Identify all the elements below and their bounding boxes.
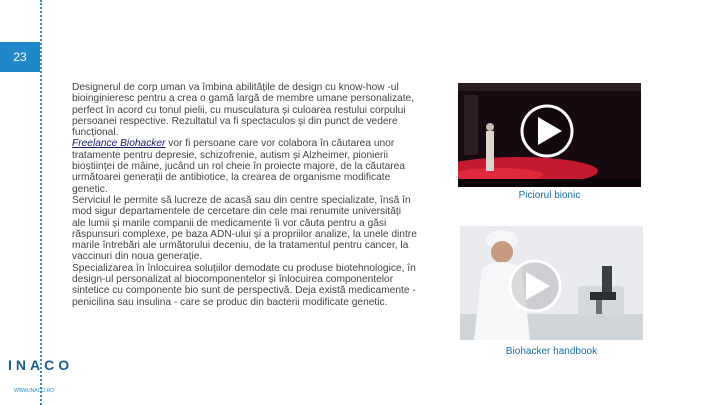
play-icon	[510, 261, 560, 311]
video-biohacker-handbook-caption[interactable]: Biohacker handbook	[505, 346, 598, 357]
main-text	[72, 82, 417, 308]
video-biohacker-handbook-thumbnail	[460, 226, 643, 340]
video-biohacker-handbook[interactable]	[460, 226, 643, 340]
website-link[interactable]: WWW.INACO.RO	[14, 388, 54, 394]
video-bionic-leg-thumbnail	[458, 83, 641, 187]
dotted-border-line	[40, 0, 42, 405]
video-bionic-leg[interactable]	[458, 83, 641, 187]
paragraph-freelance-biohacker-text: vor fi persoane care vor colabora în căutarea unor tratamente pentru depresie, schizofrenie, autism și Alzheimer, pionierii bioștiinței de mâine, jucând un rol cheie în proiecte majore, de la căutarea următoarei generații de antibiotice, la crearea de organisme modificate genetic.	[72, 138, 405, 195]
paragraph-specialization: Specializarea în înlocuirea soluțiilor demodate cu produse biotehnologice, în design-ul personalizat al biocomponentelor și înlocuirea componentelor sintetice cu componente bio sunt de perspectivă. Deja există medicamente - penicilina sau insulina - care se produc din bacterii modificate genetic.	[72, 262, 416, 308]
inaco-logo: INACO	[8, 357, 74, 373]
freelance-biohacker-link[interactable]: Freelance Biohacker	[72, 138, 166, 150]
paragraph-human-body-designer: Designerul de corp uman va îmbina abilitățile de design cu know-how -ul bioinginieresc pentru a crea o gamă largă de membre umane personalizate, perfect în acord cu tonul pielii, cu musculatura și culoarea restului corpului persoanei respective. Rezultatul va fi spectaculos și din punct de vedere funcțional.	[72, 82, 415, 139]
play-icon	[522, 106, 572, 156]
paragraph-freelance-biohacker	[72, 138, 417, 194]
paragraph-service: Serviciul le permite să lucreze de acasă sau din centre specializate, însă în mod sigur departamentele de cercetare din cele mai renumite universități ale lumii și marile companii de medicamente îi vor căuta pentru a găsi răspunsuri complexe, pe baza ADN-ului și a propriilor analize, la unele dintre marile întrebări ale următorului deceniu, de la tratamentul pentru cancer, la vaccinuri din noua generație.	[72, 194, 417, 263]
page-number-badge: 23	[0, 42, 40, 72]
video-bionic-leg-caption[interactable]: Piciorul bionic	[518, 190, 581, 201]
